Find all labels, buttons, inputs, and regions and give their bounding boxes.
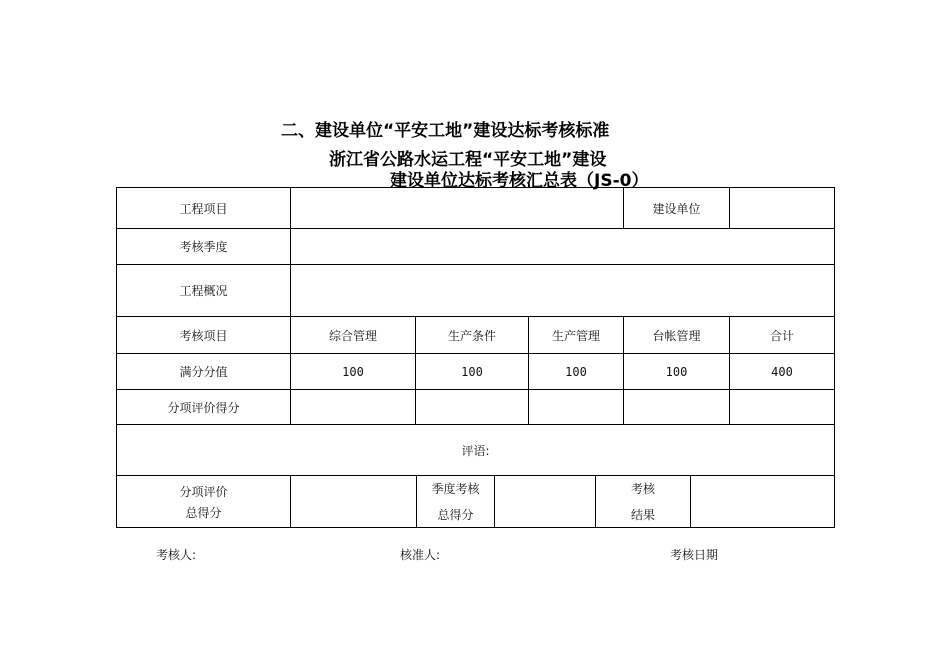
item-score-cell[interactable]: [730, 390, 835, 425]
item-header: 台帐管理: [624, 317, 730, 354]
quarter-label: 考核季度: [117, 229, 291, 265]
item-score-cell[interactable]: [624, 390, 730, 425]
row-project: [117, 188, 835, 229]
form-title-line-1: 浙江省公路水运工程“平安工地”建设: [329, 150, 607, 170]
full-score-value: 100: [291, 354, 416, 390]
approver-label: 核准人:: [400, 548, 441, 562]
section-title: 二、建设单位“平安工地”建设达标考核标准: [281, 121, 610, 141]
row-overview: [117, 265, 835, 317]
comment-cell[interactable]: [117, 425, 835, 476]
quarter-value-cell[interactable]: [291, 229, 835, 265]
items-label: 考核项目: [117, 317, 291, 354]
result-value-cell[interactable]: [691, 476, 834, 527]
quarter-total-label: [417, 476, 495, 527]
full-score-value: 100: [529, 354, 624, 390]
full-score-value: 100: [624, 354, 730, 390]
summary-form-table: [116, 187, 835, 528]
full-score-label: 满分分值: [117, 354, 291, 390]
row-items: [117, 317, 835, 354]
result-line-2: 结果: [630, 508, 655, 522]
full-score-value: 100: [416, 354, 529, 390]
form-title-line-2: 建设单位达标考核汇总表（JS-0）: [390, 171, 649, 191]
assessor-label: 考核人:: [156, 548, 197, 562]
quarter-total-score-cell[interactable]: [495, 476, 596, 527]
item-header: 综合管理: [291, 317, 416, 354]
row-item-score: [117, 390, 835, 425]
unit-label: 建设单位: [624, 188, 730, 229]
row-full-score: [117, 354, 835, 390]
total-score-cell[interactable]: [291, 476, 417, 527]
result-label: [596, 476, 691, 527]
project-value-cell[interactable]: [291, 188, 624, 229]
quarter-total-line-2: 总得分: [437, 508, 474, 522]
total-label-line-1: 分项评价: [179, 484, 228, 499]
item-score-cell[interactable]: [416, 390, 529, 425]
overview-label: 工程概况: [117, 265, 291, 317]
row-quarter: [117, 229, 835, 265]
total-label-line-2: 总得分: [185, 505, 222, 520]
date-label: 考核日期: [670, 548, 719, 562]
row-totals: [117, 476, 835, 528]
item-header: 生产管理: [529, 317, 624, 354]
unit-value-cell[interactable]: [730, 188, 835, 229]
item-header: 合计: [730, 317, 835, 354]
overview-value-cell[interactable]: [291, 265, 835, 317]
result-line-1: 考核: [630, 482, 655, 496]
item-header: 生产条件: [416, 317, 529, 354]
row-comment: [117, 425, 835, 476]
comment-label: 评语:: [461, 443, 490, 458]
full-score-value: 400: [730, 354, 835, 390]
item-score-cell[interactable]: [291, 390, 416, 425]
totals-subgrid-cell: [291, 476, 835, 528]
item-score-label: 分项评价得分: [117, 390, 291, 425]
totals-subgrid: [291, 476, 834, 527]
item-score-cell[interactable]: [529, 390, 624, 425]
quarter-total-line-1: 季度考核: [431, 482, 480, 496]
project-label: 工程项目: [117, 188, 291, 229]
total-label: [117, 476, 291, 528]
